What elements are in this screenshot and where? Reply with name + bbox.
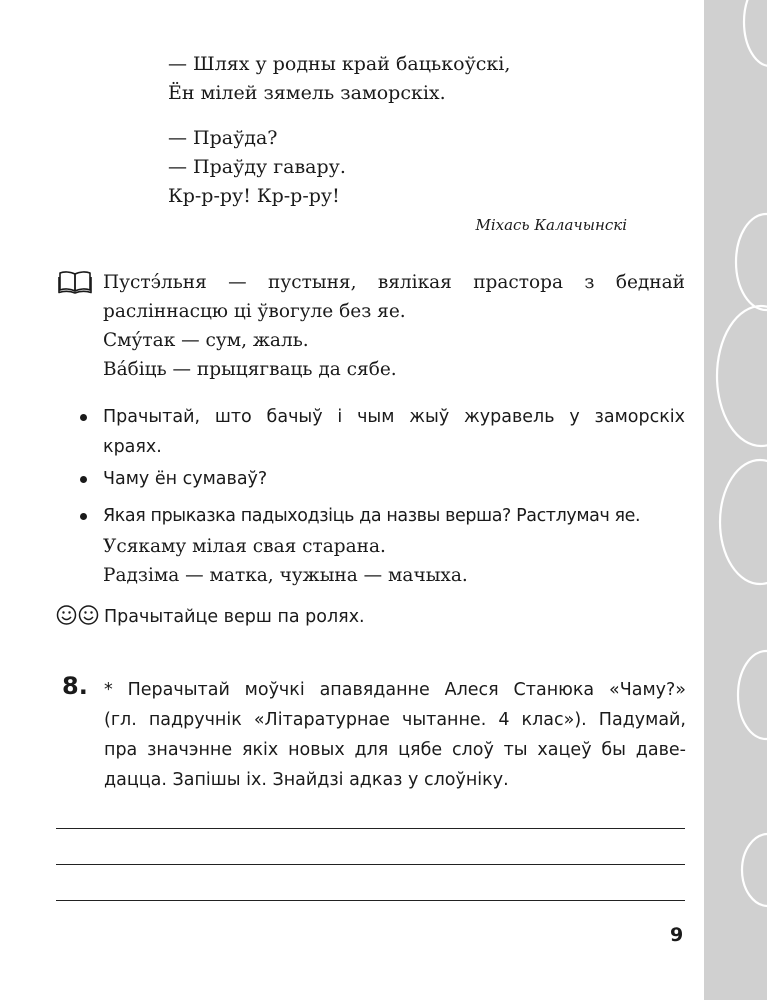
answer-line[interactable] [56,900,685,901]
question-text: Якая прыказка падыходзіць да назвы верша? Растлумач яе. [103,506,641,526]
glossary-line: Ва́біць — прыцягваць да сябе. [103,359,397,380]
task-line: пра значэнне якіх новых для цябе слоў ты хацеў бы даве- [104,740,686,760]
task-number: 8. [62,672,88,700]
poem-stanza-2 [168,124,346,211]
poem-stanza-1 [168,50,510,108]
question-text: Чаму ён сумаваў? [103,469,268,489]
bullet-icon [80,476,87,483]
glossary-line: расліннасцю ці ўвогуле без яе. [103,301,406,322]
glossary [103,268,685,384]
question-text: краях. [103,437,162,457]
task-text [104,675,686,795]
proverb [103,532,468,590]
poem-line: — Праўду гавару. [168,156,346,178]
task-line: дацца. Запішы іх. Знайдзі адказ у слоўніку. [104,770,509,790]
page-number: 9 [670,924,684,946]
bullet-icon [80,513,87,520]
poem-line: Кр-р-ру! Кр-р-ру! [168,185,340,207]
question-text: Прачытай, што бачыў і чым жыў журавель у заморскіх [103,407,685,427]
task-line: * Перачытай моўчкі апавяданне Алеся Станюка «Чаму?» [104,680,686,700]
roles-instruction: Прачытайце верш па ролях. [104,607,365,627]
book-icon [58,270,92,299]
decorative-circles [704,0,767,1000]
poem-line: Ён мілей зямель заморскіх. [168,82,446,104]
task-line: (гл. падручнік «Літаратурнае чытанне. 4 клас»). Падумай, [104,710,686,730]
answer-line[interactable] [56,828,685,829]
glossary-line: Пустэ́льня — пустыня, вялікая прастора з беднай [103,272,685,293]
answer-line[interactable] [56,864,685,865]
poem-line: — Праўда? [168,127,278,149]
decorative-side-stripe [704,0,767,1000]
smiley-icon [56,604,100,631]
bullet-icon [80,414,87,421]
proverb-line: Радзіма — матка, чужына — мачыха. [103,565,468,586]
proverb-line: Усякаму мілая свая старана. [103,536,386,557]
poem-author: Міхась Калачынскі [475,216,627,234]
poem-line: — Шлях у родны край бацькоўскі, [168,53,511,75]
glossary-line: Сму́так — сум, жаль. [103,330,309,351]
